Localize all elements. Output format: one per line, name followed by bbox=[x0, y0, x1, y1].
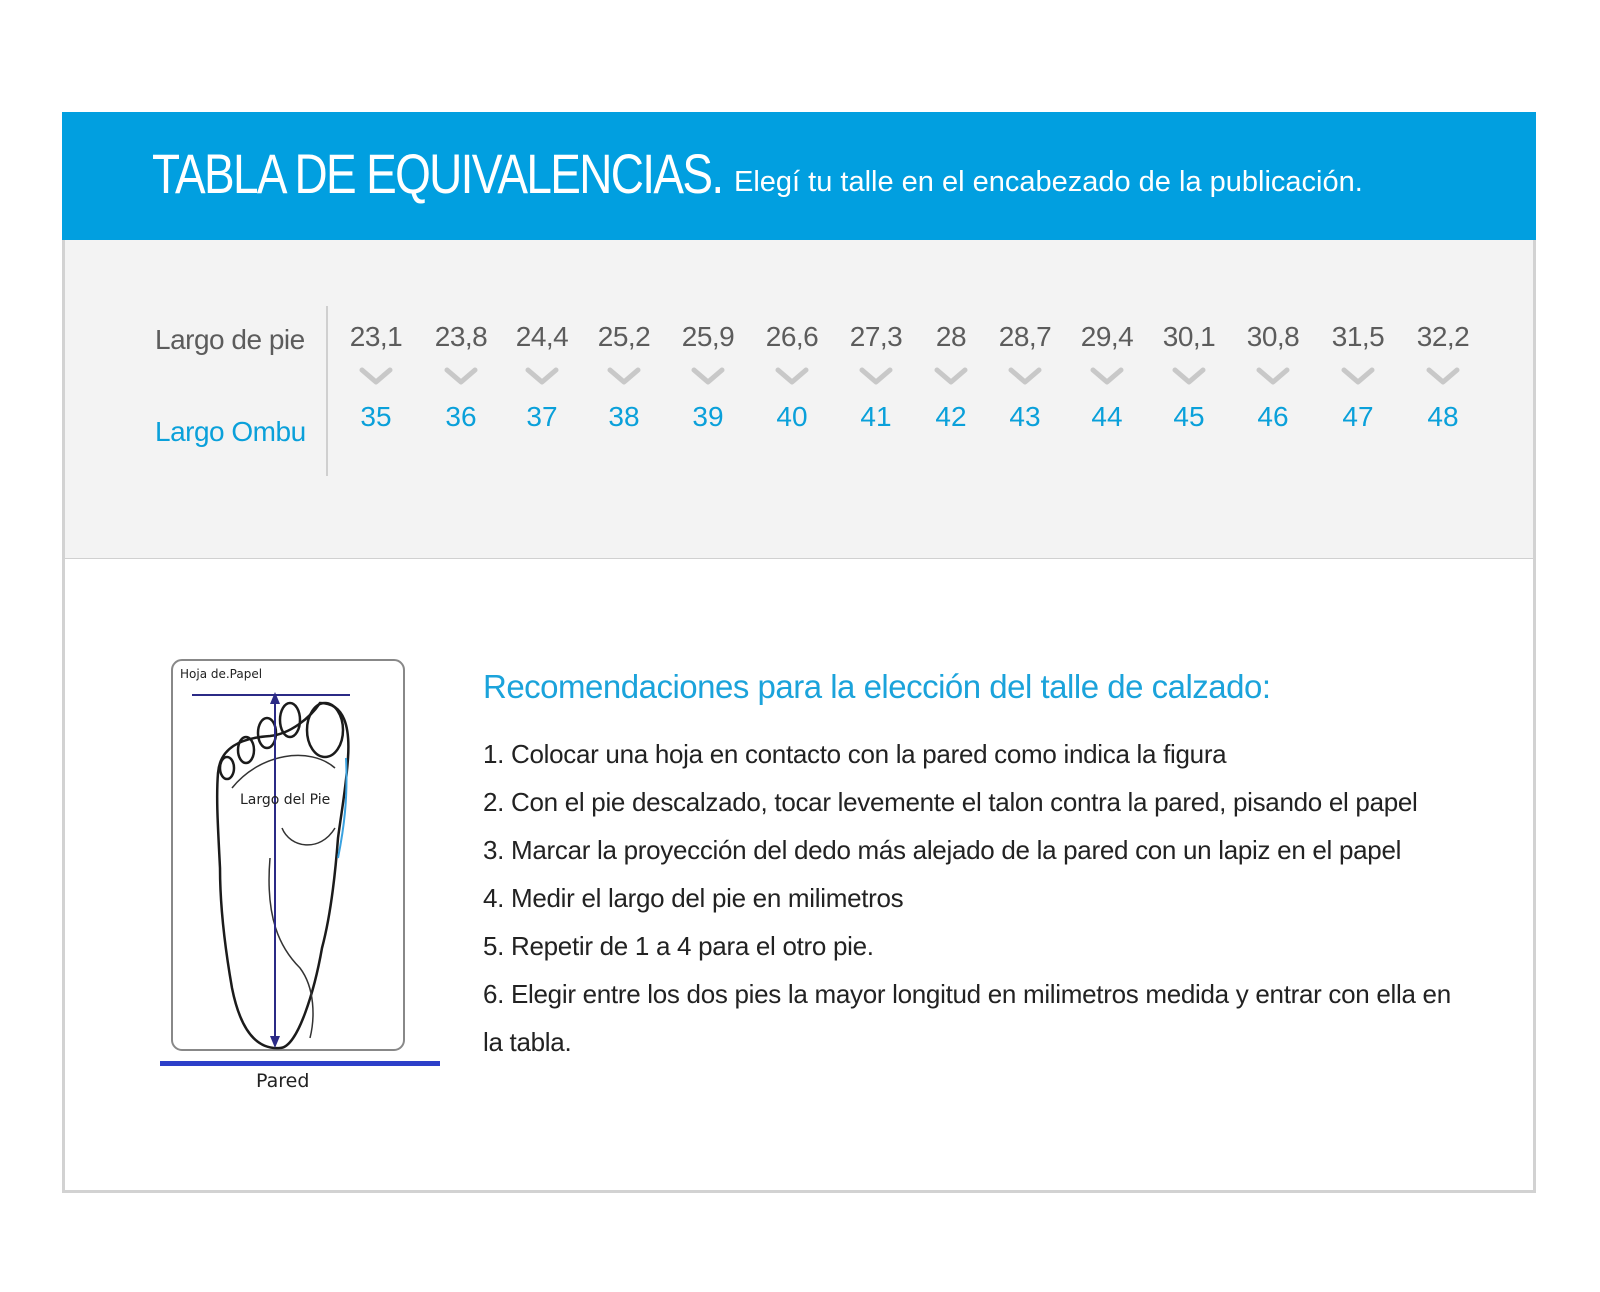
foot-length-value: 23,1 bbox=[349, 321, 403, 352]
foot-length-value: 24,4 bbox=[515, 321, 569, 352]
chevron-down-icon bbox=[444, 366, 478, 386]
chevron-down-icon bbox=[1341, 366, 1375, 386]
chevron-down-icon bbox=[1090, 366, 1124, 386]
size-column bbox=[752, 320, 832, 434]
chevron-down-icon bbox=[859, 366, 893, 386]
ombu-size-value: 35 bbox=[360, 401, 392, 432]
paper-label: Hoja de.Papel bbox=[180, 667, 263, 681]
length-label: Largo del Pie bbox=[240, 792, 331, 808]
foot-length-row-label: Largo de pie bbox=[155, 324, 305, 355]
recommendation-item: 6. Elegir entre los dos pies la mayor longitud en milimetros medida y entrar con ella en la tabla. bbox=[483, 979, 1451, 1057]
chevron-down-icon bbox=[1256, 366, 1290, 386]
size-column bbox=[1067, 320, 1147, 434]
foot-length-value: 26,6 bbox=[765, 321, 819, 352]
chevron-down-icon bbox=[1172, 366, 1206, 386]
recommendation-item: 1. Colocar una hoja en contacto con la pared como indica la figura bbox=[483, 739, 1227, 769]
size-column bbox=[1233, 320, 1313, 434]
foot-length-value: 28 bbox=[935, 321, 967, 352]
ombu-size-value: 46 bbox=[1257, 401, 1289, 432]
size-column bbox=[668, 320, 748, 434]
ombu-size-value: 47 bbox=[1342, 401, 1374, 432]
ombu-size-value: 45 bbox=[1173, 401, 1205, 432]
ombu-size-value: 41 bbox=[860, 401, 892, 432]
foot-length-value: 31,5 bbox=[1331, 321, 1385, 352]
size-column bbox=[911, 320, 991, 434]
ombu-size-value: 37 bbox=[526, 401, 558, 432]
recommendations-title: Recomendaciones para la elección del talle de calzado: bbox=[483, 668, 1271, 705]
recommendation-item: 4. Medir el largo del pie en milimetros bbox=[483, 883, 904, 913]
ombu-size-value: 44 bbox=[1091, 401, 1123, 432]
recommendation-item: 5. Repetir de 1 a 4 para el otro pie. bbox=[483, 931, 874, 961]
size-column bbox=[985, 320, 1065, 434]
recommendation-item: 2. Con el pie descalzado, tocar levemente el talon contra la pared, pisando el papel bbox=[483, 787, 1418, 817]
foot-measure-diagram bbox=[170, 658, 410, 1060]
size-column bbox=[336, 320, 416, 434]
header-banner bbox=[62, 112, 1536, 240]
chevron-down-icon bbox=[1426, 366, 1460, 386]
size-column bbox=[1318, 320, 1398, 434]
wall-label: Pared bbox=[256, 1070, 310, 1092]
foot-length-value: 28,7 bbox=[998, 321, 1052, 352]
recommendations-list bbox=[483, 730, 1463, 1066]
chevron-down-icon bbox=[775, 366, 809, 386]
ombu-size-value: 36 bbox=[445, 401, 477, 432]
chevron-down-icon bbox=[359, 366, 393, 386]
size-equivalence-table bbox=[65, 240, 1533, 559]
foot-length-value: 30,8 bbox=[1246, 321, 1300, 352]
foot-length-value: 29,4 bbox=[1080, 321, 1134, 352]
size-column bbox=[584, 320, 664, 434]
foot-length-value: 27,3 bbox=[849, 321, 903, 352]
table-divider bbox=[326, 306, 328, 476]
ombu-size-value: 40 bbox=[776, 401, 808, 432]
ombu-size-value: 38 bbox=[608, 401, 640, 432]
foot-length-value: 25,2 bbox=[597, 321, 651, 352]
paper-sheet bbox=[172, 660, 404, 1050]
size-column bbox=[421, 320, 501, 434]
foot-length-value: 25,9 bbox=[681, 321, 735, 352]
size-column bbox=[1403, 320, 1483, 434]
ombu-size-row-label: Largo Ombu bbox=[155, 416, 306, 447]
foot-length-value: 32,2 bbox=[1416, 321, 1470, 352]
ombu-size-value: 48 bbox=[1427, 401, 1459, 432]
foot-length-value: 30,1 bbox=[1162, 321, 1216, 352]
ombu-size-value: 39 bbox=[692, 401, 724, 432]
chevron-down-icon bbox=[691, 366, 725, 386]
wall-line bbox=[160, 1061, 440, 1066]
ombu-size-value: 43 bbox=[1009, 401, 1041, 432]
chevron-down-icon bbox=[607, 366, 641, 386]
size-column bbox=[836, 320, 916, 434]
size-column bbox=[1149, 320, 1229, 434]
chevron-down-icon bbox=[934, 366, 968, 386]
foot-diagram-illustration bbox=[170, 658, 410, 1060]
page-title: TABLA DE EQUIVALENCIAS. bbox=[152, 142, 723, 205]
ombu-size-value: 42 bbox=[935, 401, 967, 432]
recommendation-item: 3. Marcar la proyección del dedo más alejado de la pared con un lapiz en el papel bbox=[483, 835, 1402, 865]
chevron-down-icon bbox=[525, 366, 559, 386]
foot-length-value: 23,8 bbox=[434, 321, 488, 352]
page-subtitle: Elegí tu talle en el encabezado de la publicación. bbox=[734, 166, 1363, 198]
size-column bbox=[502, 320, 582, 434]
chevron-down-icon bbox=[1008, 366, 1042, 386]
